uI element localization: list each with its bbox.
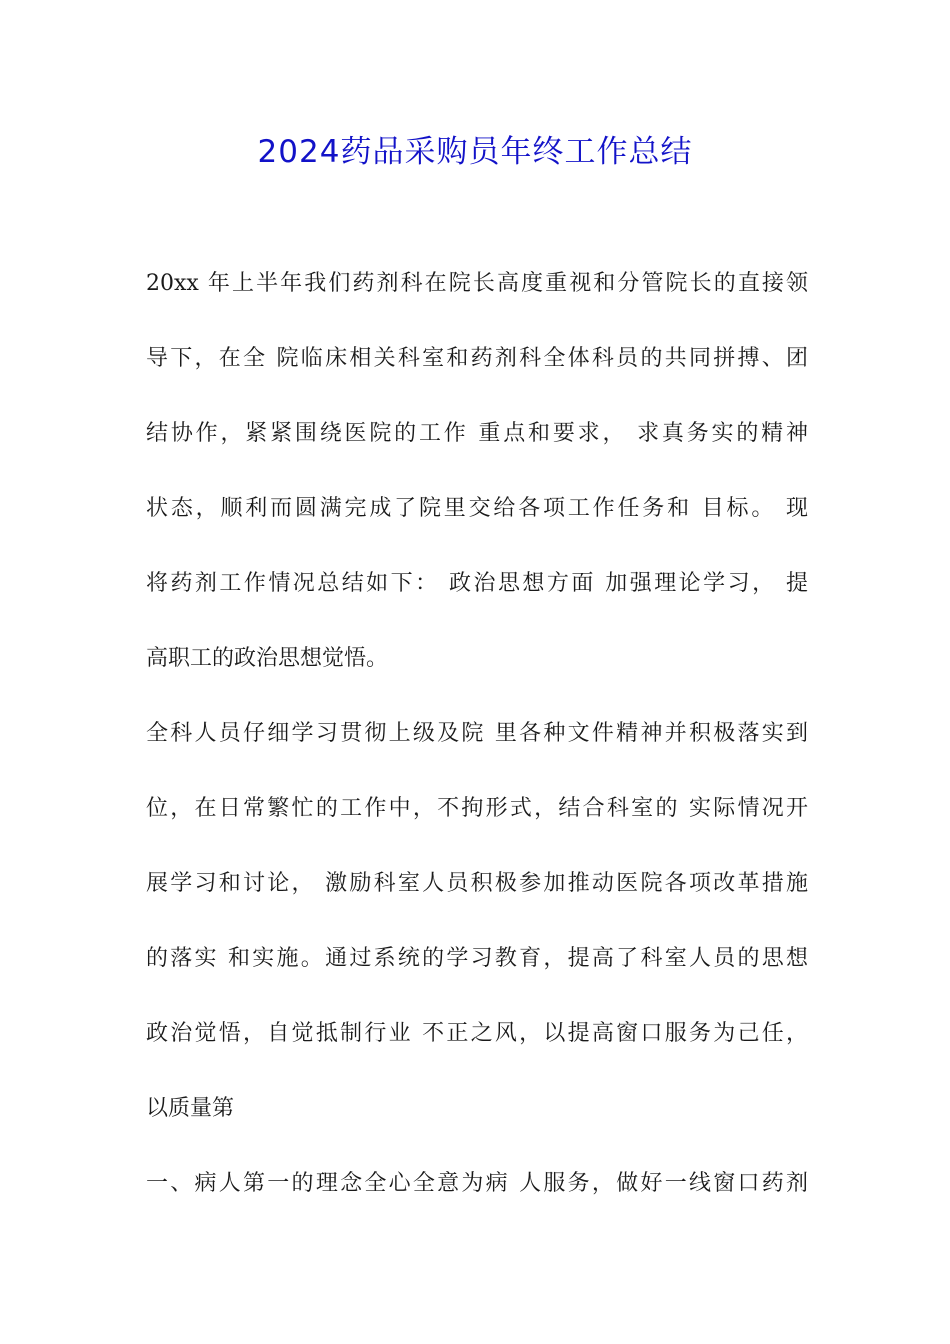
paragraph-line: 的落实 和实施。通过系统的学习教育，提高了科室人员的思想: [146, 946, 808, 971]
paragraph-line: 高职工的政治思想觉悟。: [146, 646, 389, 671]
paragraph-line: 一、病人第一的理念全心全意为病 人服务，做好一线窗口药剂: [146, 1171, 808, 1196]
paragraph-line: 政治觉悟，自觉抵制行业 不正之风，以提高窗口服务为己任，: [146, 1021, 808, 1046]
paragraph-line: 将药剂工作情况总结如下： 政治思想方面 加强理论学习， 提: [146, 571, 808, 596]
paragraph-line: 状态，顺利而圆满完成了院里交给各项工作任务和 目标。 现: [146, 496, 808, 521]
paragraph-line: 展学习和讨论， 激励科室人员积极参加推动医院各项改革措施: [146, 871, 808, 896]
document-title: 2024药品采购员年终工作总结: [257, 134, 693, 170]
paragraph-line: 结协作，紧紧围绕医院的工作 重点和要求， 求真务实的精神: [146, 421, 808, 446]
paragraph-line: 以质量第: [146, 1096, 235, 1121]
paragraph-line: 全科人员仔细学习贯彻上级及院 里各种文件精神并积极落实到: [146, 721, 808, 746]
paragraph-line: 位，在日常繁忙的工作中，不拘形式，结合科室的 实际情况开: [146, 796, 808, 821]
paragraph-line: 20xx 年上半年我们药剂科在院长高度重视和分管院长的直接领: [146, 271, 808, 296]
paragraph-line: 导下，在全 院临床相关科室和药剂科全体科员的共同拼搏、团: [146, 346, 808, 371]
